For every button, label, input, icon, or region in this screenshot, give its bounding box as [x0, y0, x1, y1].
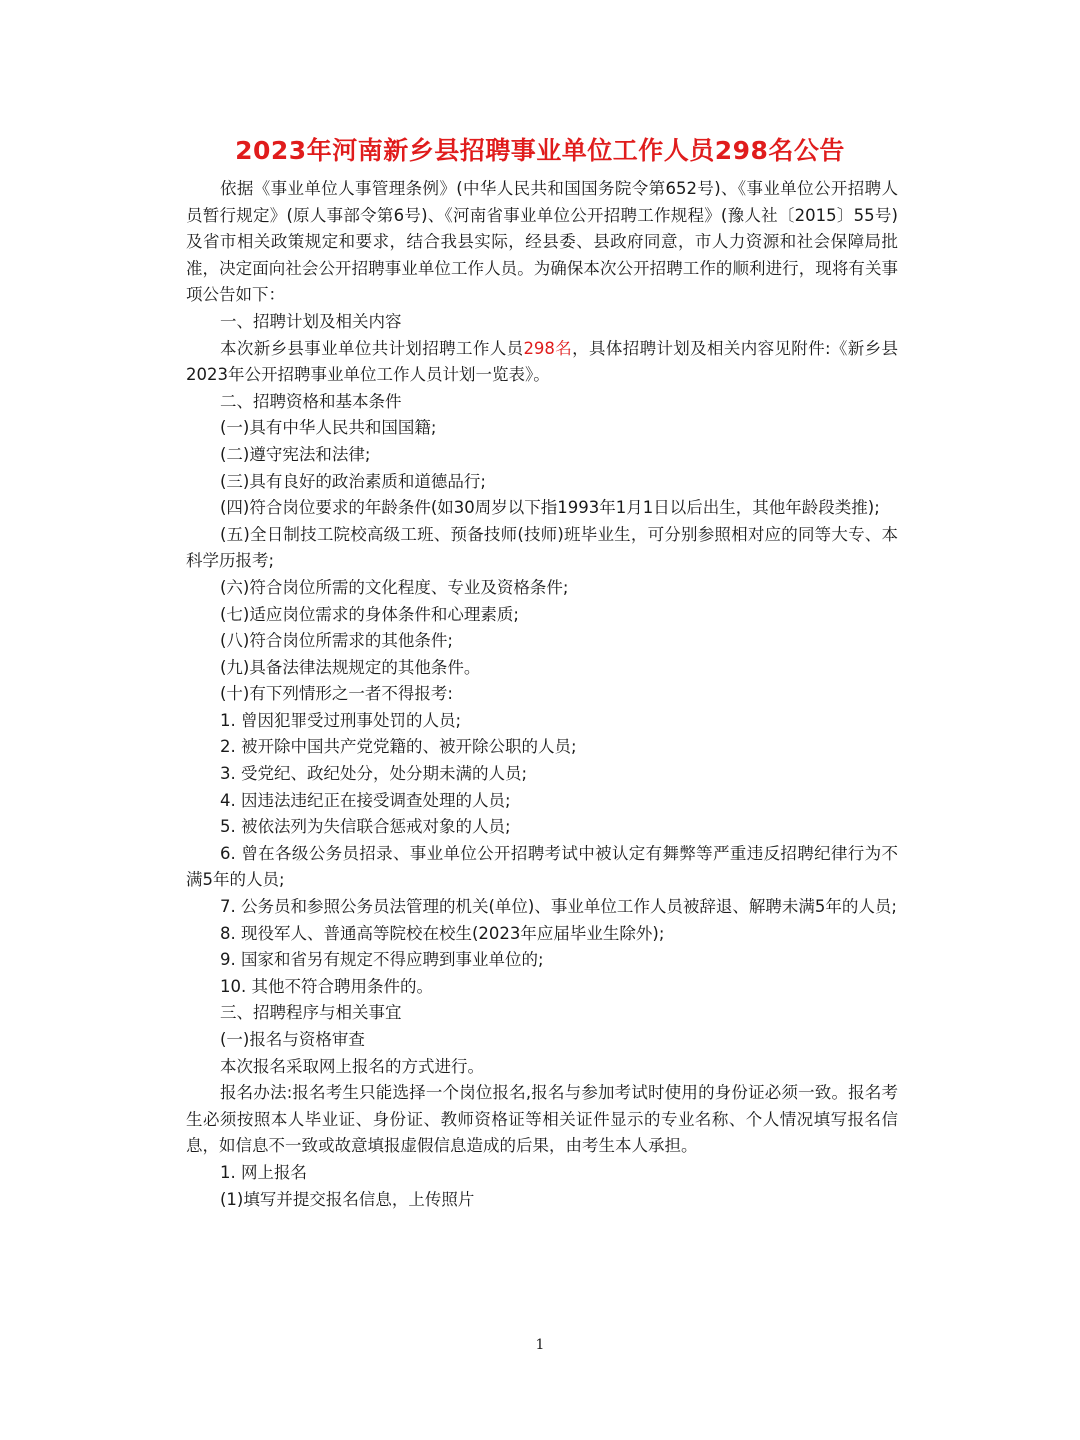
exclusion-item: 9. 国家和省另有规定不得应聘到事业单位的;: [220, 950, 544, 970]
condition-item: (一)具有中华人民共和国国籍;: [220, 418, 437, 438]
section2-heading: 二、招聘资格和基本条件: [220, 391, 402, 411]
exclusion-item: 6. 曾在各级公务员招录、事业单位公开招聘考试中被认定有舞弊等严重违反招聘纪律行为不满5年的人员;: [186, 843, 898, 890]
sub1-paragraph: 本次报名采取网上报名的方式进行。: [220, 1056, 484, 1076]
exclusion-item: 7. 公务员和参照公务员法管理的机关(单位)、事业单位工作人员被辞退、解聘未满5年的人员;: [220, 897, 897, 917]
exclusion-item: 5. 被依法列为失信联合惩戒对象的人员;: [220, 817, 511, 837]
condition-item: (二)遵守宪法和法律;: [220, 444, 371, 464]
method-paragraph: 报名办法:报名考生只能选择一个岗位报名,报名与参加考试时使用的身份证必须一致。报名考生必须按照本人毕业证、身份证、教师资格证等相关证件显示的专业名称、个人情况填写报名信息，如信息不一致或故意填报虚假信息造成的后果，由考生本人承担。: [186, 1083, 898, 1156]
document-title: 2023年河南新乡县招聘事业单位工作人员298名公告: [235, 136, 845, 165]
intro-paragraph: 依据《事业单位人事管理条例》(中华人民共和国国务院令第652号)、《事业单位公开招聘人员暂行规定》(原人事部令第6号)、《河南省事业单位公开招聘工作规程》(豫人社〔2015〕55号)及省市相关政策规定和要求，结合我县实际，经县委、县政府同意，市人力资源和社会保障局批准，决定面向社会公开招聘事业单位工作人员。为确保本次公开招聘工作的顺利进行，现将有关事项公告如下：: [186, 179, 898, 305]
exclusion-item: 1. 曾因犯罪受过刑事处罚的人员;: [220, 710, 462, 730]
section1-paragraph: [186, 336, 898, 389]
condition-item: (五)全日制技工院校高级工班、预备技师(技师)班毕业生，可分别参照相对应的同等大专、本科学历报考;: [186, 524, 898, 571]
sub1-heading: (一)报名与资格审查: [220, 1030, 365, 1049]
exclusion-item: 8. 现役军人、普通高等院校在校生(2023年应届毕业生除外);: [220, 923, 665, 943]
exclusion-item: 4. 因违法违纪正在接受调查处理的人员;: [220, 790, 511, 810]
step1-sub-heading: (1)填写并提交报名信息，上传照片: [220, 1189, 475, 1209]
document-body: [186, 176, 898, 1213]
page-number: 1: [535, 1337, 545, 1353]
exclusion-item: 10. 其他不符合聘用条件的。: [220, 976, 433, 996]
condition-item: (三)具有良好的政治素质和道德品行;: [220, 471, 486, 491]
exclusion-item: 2. 被开除中国共产党党籍的、被开除公职的人员;: [220, 737, 577, 757]
section1-text-after: ，具体招聘计划及相关内容见附件:《新乡县2023年公开招聘事业单位工作人员计划一览表》。: [186, 338, 899, 385]
section3-heading: 三、招聘程序与相关事宜: [220, 1003, 402, 1023]
condition-item: (九)具备法律法规规定的其他条件。: [220, 657, 481, 677]
section1-text-before: 本次新乡县事业单位共计划招聘工作人员: [220, 338, 524, 358]
recruit-count-highlight: 298名: [523, 338, 573, 358]
condition-item: (七)适应岗位需求的身体条件和心理素质;: [220, 604, 519, 624]
exclusion-item: 3. 受党纪、政纪处分，处分期未满的人员;: [220, 764, 528, 784]
condition-item: (四)符合岗位要求的年龄条件(如30周岁以下指1993年1月1日以后出生，其他年龄段类推);: [220, 498, 880, 518]
step1-heading: 1. 网上报名: [220, 1162, 307, 1182]
condition-item: (六)符合岗位所需的文化程度、专业及资格条件;: [220, 577, 569, 597]
condition-item: (八)符合岗位所需求的其他条件;: [220, 631, 453, 651]
condition-item: (十)有下列情形之一者不得报考:: [220, 684, 453, 704]
section1-heading: 一、招聘计划及相关内容: [220, 311, 402, 331]
